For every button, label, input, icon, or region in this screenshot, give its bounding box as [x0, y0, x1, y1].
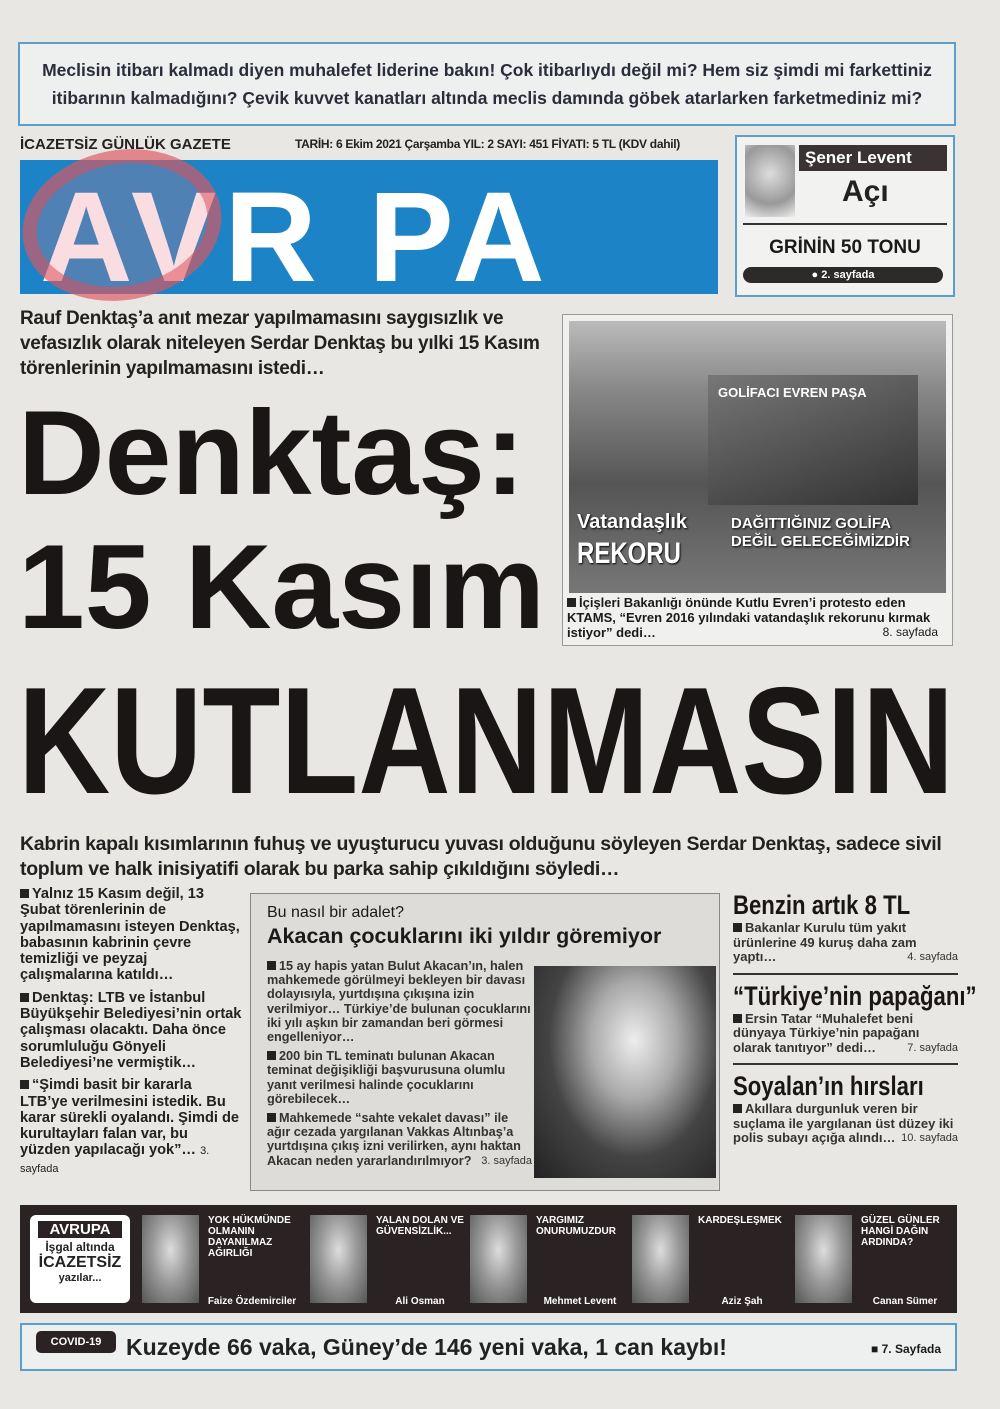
- divider: [733, 1063, 958, 1065]
- columnist-item[interactable]: [795, 1215, 955, 1305]
- covid-tag: COVID-19: [36, 1331, 116, 1353]
- columnist-photo: [632, 1215, 689, 1303]
- lead-intro: Rauf Denktaş’a anıt mezar yapılmamasını saygısızlık ve vefasızlık olarak niteleyen Serdar Denktaş bu yılki 15 Kasım törenlerinin yapılmamasını istedi…: [20, 308, 540, 379]
- caption-text: İçişleri Bakanlığı önünde Kutlu Evren’i protesto eden KTAMS, “Evren 2016 yılındaki vatandaşlık rekorunu kırmak istiyor” dedi…: [567, 595, 931, 640]
- right-headline: Benzin artık 8 TL: [733, 890, 911, 920]
- center-story[interactable]: [250, 893, 720, 1191]
- photo-overlay-2: REKORU: [577, 537, 682, 570]
- left-item: [20, 886, 242, 984]
- akacan-photo: [534, 966, 716, 1178]
- divider: [733, 973, 958, 975]
- bullet-icon: [733, 923, 742, 932]
- columnist-author: Ali Osman: [395, 1296, 445, 1307]
- bullet-icon: [267, 961, 276, 970]
- columnist-author: Faize Özdemirciler: [207, 1296, 297, 1307]
- column-name: Açı: [842, 175, 889, 208]
- left-item-text: “Şimdi basit bir kararla LTB’ye verilmesini istedik. Bu karar sürekli oyalandı. Şimdi de kurultayları falan var, bu yüzden yapılacağı yok”…: [20, 1077, 239, 1159]
- story-bullet: [267, 1049, 532, 1106]
- columnist-photo: [310, 1215, 367, 1303]
- headline-line3: KUTLANMASIN: [18, 656, 955, 826]
- headline-line1: Denktaş:: [18, 386, 525, 520]
- columnist-title: GÜZEL GÜNLER HANGİ DAĞIN ARDINDA?: [861, 1215, 940, 1248]
- left-item-text: Yalnız 15 Kasım değil, 13 Şubat törenlerinin de yapılmamasını isteyen Denktaş, babasının kabrinin çevre temizliği ve peyzaj çalışmalarına katıldı…: [20, 886, 240, 984]
- photo-overlay-3: DAĞITTIĞINIZ GOLİFA DEĞİL GELECEĞİMİZDİR: [731, 515, 910, 550]
- covid-bar[interactable]: [20, 1323, 957, 1371]
- brand-sub1: İşgal altında: [45, 1240, 115, 1254]
- right-body-text: Bakanlar Kurulu tüm yakıt ürünlerine 49 kuruş daha zam yaptı…: [733, 920, 917, 964]
- columnist-item[interactable]: [632, 1215, 792, 1305]
- story-bullet-text: 200 bin TL teminatı bulunan Akacan teminat değişikliği başvurusuna olumlu yanıt verilmesi halinde çocuklarını görebilecek…: [267, 1049, 506, 1106]
- columnist-item[interactable]: [310, 1215, 470, 1305]
- dateline: TARİH: 6 Ekim 2021 Çarşamba YIL: 2 SAYI: 451 FİYATI: 5 TL (KDV dahil): [295, 137, 680, 151]
- bullet-icon: [20, 1080, 29, 1089]
- logo-text: AVR PA: [40, 166, 553, 294]
- right-headline: “Türkiye’nin papağanı”: [733, 980, 977, 1011]
- divider: [743, 223, 947, 225]
- left-column: [20, 886, 242, 1183]
- story-kicker: Bu nasıl bir adalet?: [267, 904, 404, 921]
- photo-page: 8. sayfada: [882, 625, 938, 639]
- right-body-text: Ersin Tatar “Muhalefet beni dünyaya Türkiye’nin papağanı olarak tanıtıyor” dedi…: [733, 1010, 920, 1055]
- right-page: 10. sayfada: [901, 1132, 958, 1144]
- right-page: 7. sayfada: [907, 1041, 958, 1054]
- story-bullet: [267, 959, 532, 1044]
- bullet-icon: [733, 1014, 742, 1023]
- story-bullet: [267, 1111, 532, 1168]
- right-body: [733, 921, 958, 965]
- left-page: 3. sayfada: [20, 1145, 210, 1175]
- column-page: ● 2. sayfada: [743, 267, 943, 283]
- photo-story[interactable]: [562, 314, 953, 646]
- columnists-band: [20, 1205, 957, 1313]
- covid-text: Kuzeyde 66 vaka, Güney’de 146 yeni vaka, 1 can kaybı!: [126, 1334, 727, 1360]
- top-banner-line2: itibarının kalmadığını? Çevik kuvvet kanatları altında meclis damında göbek atarlarken farketmediniz mi?: [51, 88, 923, 108]
- columnist-item[interactable]: [142, 1215, 302, 1305]
- column-title: GRİNİN 50 TONU: [769, 237, 921, 258]
- author-photo: [745, 145, 795, 217]
- bullet-icon: [20, 889, 29, 898]
- headline-line2: 15 Kasım: [18, 520, 545, 654]
- right-page: 4. sayfada: [907, 951, 958, 963]
- photo-overlay-1: Vatandaşlık: [577, 511, 688, 533]
- column-box[interactable]: [735, 135, 955, 297]
- brand-logo: AVRUPA: [38, 1221, 122, 1238]
- columnist-title: YARGIMIZ ONURUMUZDUR: [536, 1215, 616, 1237]
- photo-caption: [567, 595, 942, 640]
- photo-banner: GOLİFACI EVREN PAŞA: [708, 375, 918, 505]
- columnist-item[interactable]: [470, 1215, 630, 1305]
- brand-sub3: yazılar...: [58, 1272, 102, 1284]
- right-body: [733, 1102, 958, 1146]
- bullet-icon: [733, 1104, 742, 1113]
- top-banner: [18, 42, 956, 126]
- story-page: 3. sayfada: [481, 1154, 532, 1167]
- columnist-photo: [142, 1215, 199, 1303]
- lead-summary: Kabrin kapalı kısımlarının fuhuş ve uyuşturucu yuvası olduğunu söyleyen Serdar Denktaş, sadece sivil toplum ve halk inisiyatifi olarak bu parka sahip çıkıldığını söyledi…: [20, 833, 942, 880]
- columnist-author: Canan Sümer: [872, 1296, 938, 1307]
- columnist-author: Aziz Şah: [721, 1296, 763, 1307]
- columnist-photo: [470, 1215, 527, 1303]
- story-headline: Akacan çocuklarını iki yıldır göremiyor: [267, 924, 662, 948]
- bullet-icon: [20, 993, 29, 1002]
- columnist-title: YOK HÜKMÜNDE OLMANIN DAYANILMAZ AĞIRLIĞI: [208, 1215, 291, 1259]
- story-bullet-text: 15 ay hapis yatan Bulut Akacan’ın, halen mahkemede görülmeyi bekleyen bir davası dolayısıyla, yurtdışına çıkışına izin verilmiyor… Türkiye’de bulunan çocuklarını iki yılı aşkın bir zamandan beri görmesi engelleniyor…: [267, 959, 531, 1045]
- story-bullet-text: Mahkemede “sahte vekalet davası” ile ağır cezada yargılanan Vakkas Altınbaş’a yurtdışına çıkış izni verilirken, aynı haktan Akacan neden yararlandırılmıyor?: [267, 1111, 521, 1168]
- left-item-text: Denktaş: LTB ve İstanbul Büyükşehir Belediyesi’nin ortak çalışması olacaktı. Daha önce sorumluluğu Gönyeli Belediyesi’ne vermiştik…: [20, 989, 242, 1071]
- left-item: [20, 1077, 242, 1177]
- columnists-brand: [30, 1215, 130, 1303]
- story-body: [267, 959, 532, 1173]
- bullet-icon: [567, 598, 576, 607]
- tagline: İCAZETSİZ GÜNLÜK GAZETE: [20, 136, 231, 153]
- right-headline: Soyalan’ın hırsları: [733, 1071, 924, 1101]
- columnist-title: YALAN DOLAN VE GÜVENSİZLİK...: [376, 1215, 464, 1237]
- columnist-author: Mehmet Levent: [543, 1296, 617, 1307]
- brand-sub2: İCAZETSİZ: [38, 1254, 122, 1271]
- covid-page: ■ 7. Sayfada: [871, 1342, 941, 1356]
- left-item: [20, 990, 242, 1071]
- right-column: [733, 890, 977, 1146]
- bullet-icon: [267, 1113, 276, 1122]
- columnist-title: KARDEŞLEŞMEK: [698, 1215, 782, 1226]
- right-body-text: Akıllara durgunluk veren bir suçlama ile yargılanan üst düzey iki polis subayı açığa alındı…: [733, 1101, 954, 1145]
- columnist-photo: [795, 1215, 852, 1303]
- column-author: Şener Levent: [799, 145, 947, 171]
- right-body: [733, 1012, 958, 1056]
- bullet-icon: [267, 1051, 276, 1060]
- top-banner-line1: Meclisin itibarı kalmadı diyen muhalefet liderine bakın! Çok itibarlıydı değil mi? Hem siz şimdi mi farkettiniz: [42, 60, 932, 80]
